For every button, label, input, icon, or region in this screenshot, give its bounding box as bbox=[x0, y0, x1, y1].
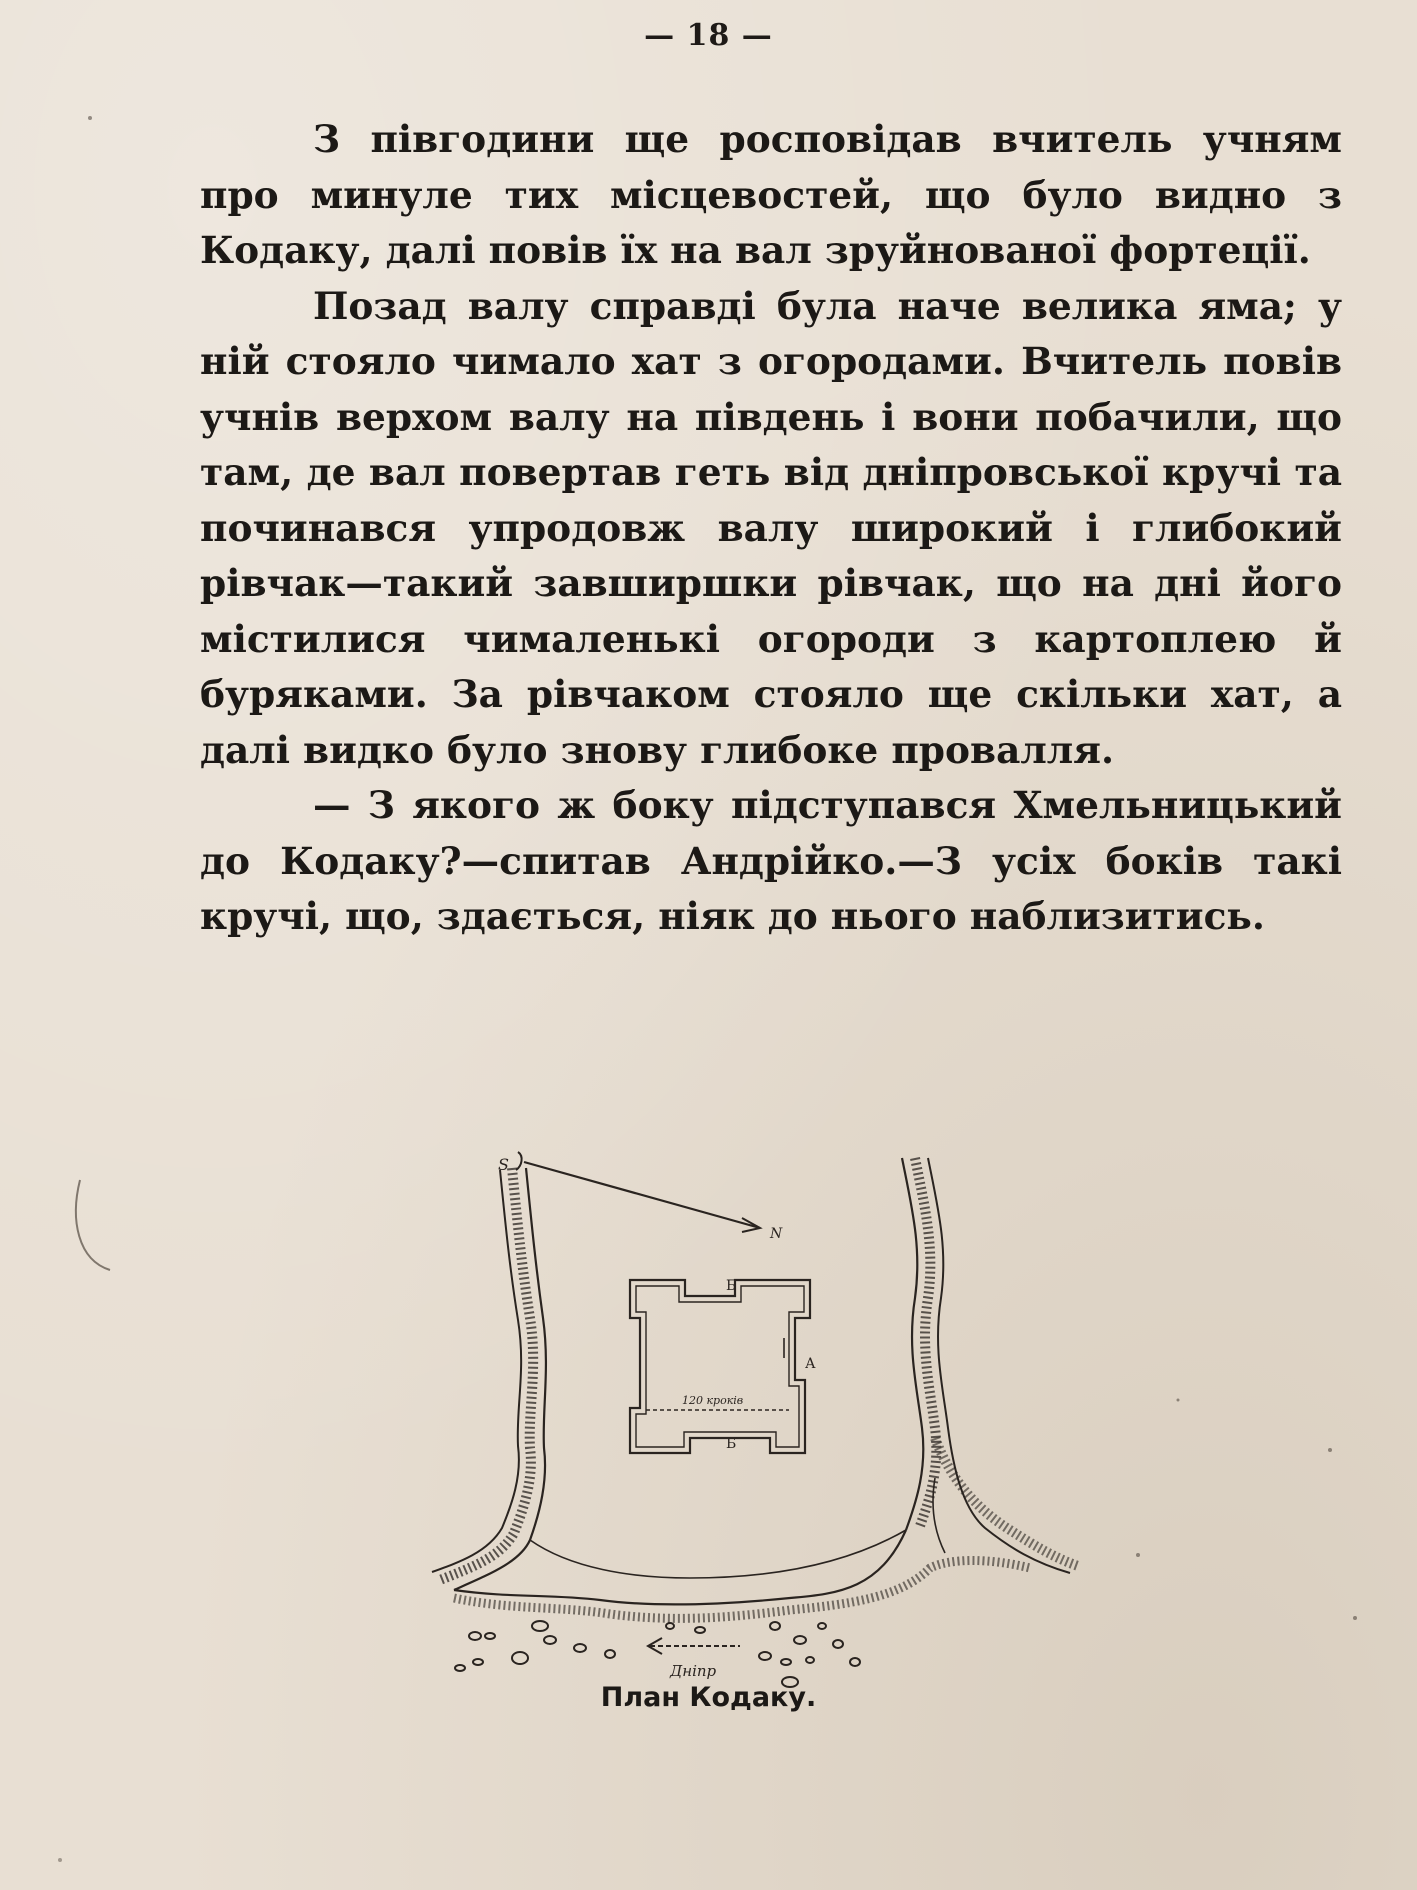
fortress-label-right: А bbox=[805, 1356, 816, 1372]
right-bank-hatching bbox=[902, 1158, 1078, 1573]
compass-north-label: N bbox=[770, 1226, 783, 1242]
fortress-plan-drawing bbox=[430, 1148, 1080, 1680]
fortress-label-bottom: Б bbox=[726, 1436, 737, 1452]
page-number: — 18 — bbox=[644, 18, 773, 53]
fortress-label-top: Б bbox=[726, 1278, 737, 1294]
river-stones bbox=[455, 1621, 860, 1687]
river-label: Дніпр bbox=[670, 1662, 717, 1680]
paragraph: З півгодини ще росповідав вчитель учням про минуле тих місцевостей, що було видно з Кодаку, далі повів їх на вал зруйнованої фортеції. bbox=[200, 117, 1342, 272]
compass-indicator bbox=[498, 1152, 783, 1242]
fortress-outline bbox=[630, 1280, 810, 1453]
river-shore bbox=[454, 1530, 1030, 1618]
body-text bbox=[200, 112, 1342, 945]
measure-label: 120 кроків bbox=[682, 1394, 744, 1407]
fortress-plan-figure bbox=[430, 1148, 1080, 1680]
compass-south-label: S bbox=[498, 1155, 509, 1174]
left-bank-hatching bbox=[432, 1168, 546, 1590]
paragraph: Позад валу справді була наче велика яма; у ній стояло чимало хат з огородами. Вчитель повів учнів верхом валу на південь і вони побачили, що там, де вал повертав геть від дніпровської кручі та починався упродовж валу широкий і глибокий рівчак—такий завширшки рівчак, що на дні його містилися чималенькі огороди з картоплею й буряками. За рівчаком стояло ще скільки хат, а далі видко було знову глибоке провалля. bbox=[200, 283, 1342, 772]
river-flow-arrow bbox=[648, 1638, 740, 1654]
figure-caption: План Кодаку. bbox=[600, 1682, 817, 1713]
paragraph: — З якого ж боку підступався Хмельницький до Кодаку?—спитав Андрійко.—З усіх боків такі кручі, що, здається, ніяк до нього наблизитись. bbox=[200, 783, 1342, 938]
